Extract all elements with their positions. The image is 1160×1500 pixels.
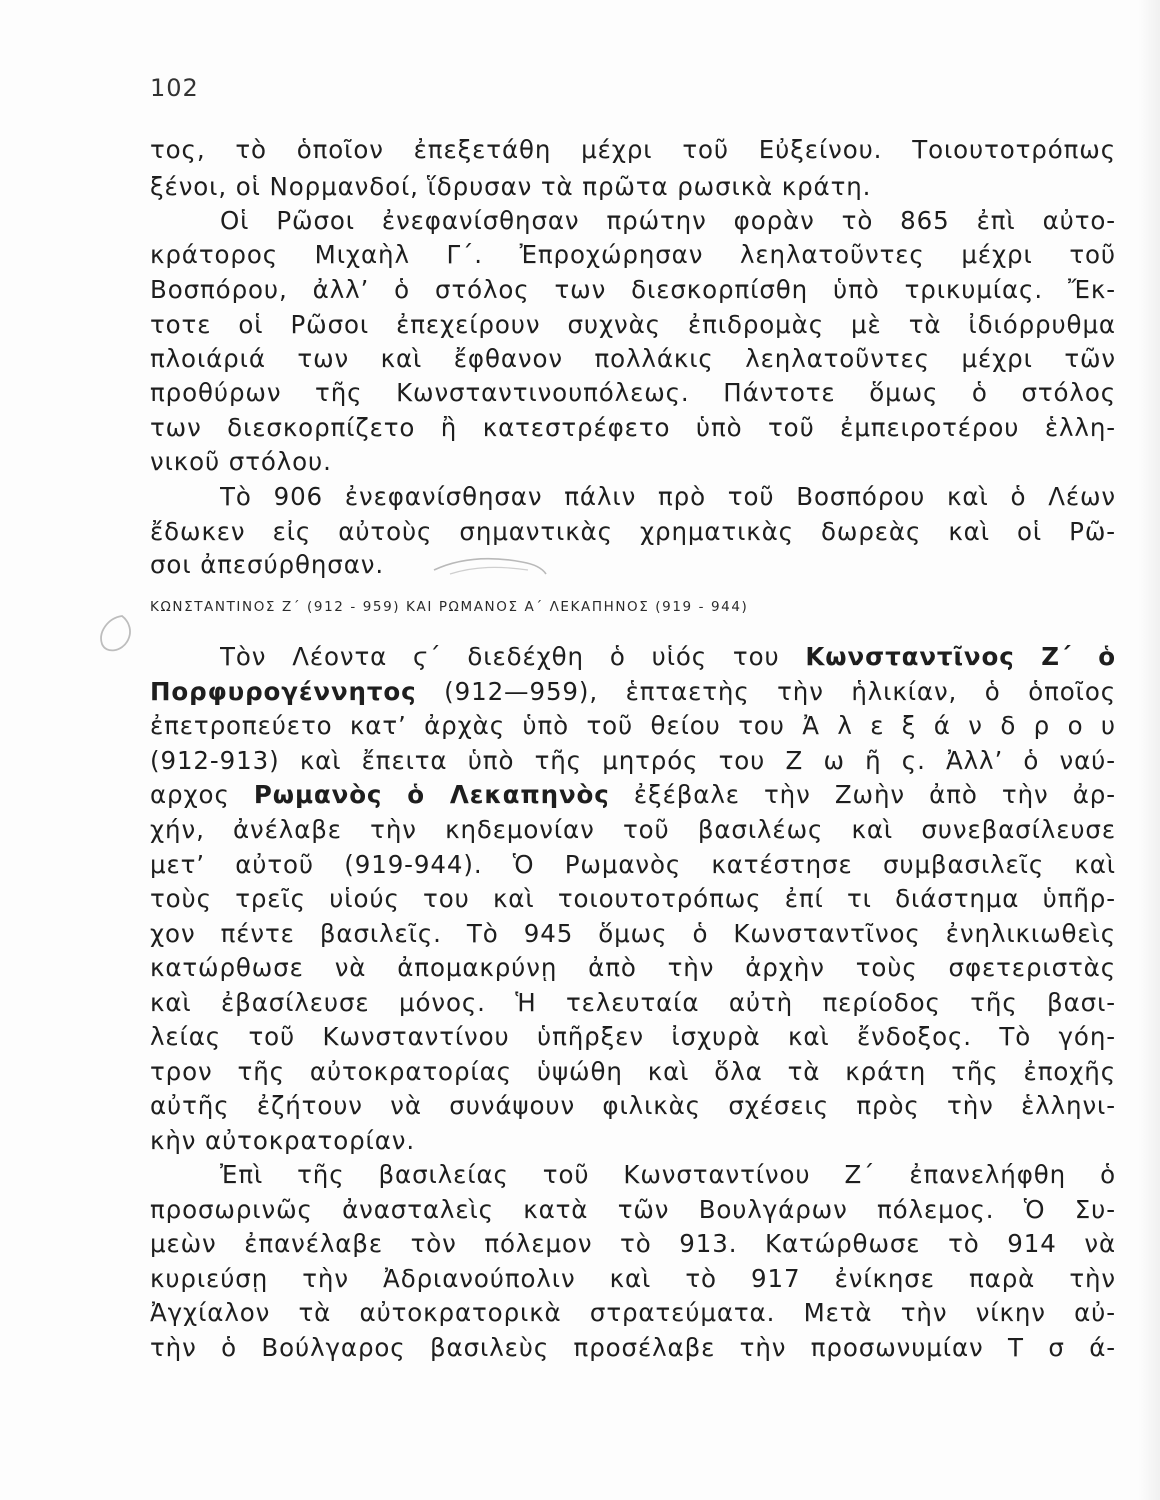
page-number: 102: [150, 74, 199, 102]
text-line: [150, 783, 1116, 808]
text-line: των διεσκορπίζετο ἢ κατεστρέφετο ὑπὸ τοῦ ἐμπειροτέρου ἑλλη-: [150, 416, 1116, 441]
text-segment: (912—959), ἑπταετὴς τὴν ἡλικίαν, ὁ ὁποῖος: [416, 680, 1116, 705]
text-line: προσωρινῶς ἀνασταλεὶς κατὰ τῶν Βουλγάρων πόλεμος. Ὁ Συ-: [150, 1198, 1116, 1223]
text-line: μεὼν ἐπανέλαβε τὸν πόλεμον τὸ 913. Κατώρθωσε τὸ 914 νὰ: [150, 1232, 1116, 1257]
text-line: κατώρθωσε νὰ ἀπομακρύνῃ ἀπὸ τὴν ἀρχὴν τοὺς σφετεριστὰς: [150, 956, 1116, 981]
text-line: τρον τῆς αὐτοκρατορίας ὑψώθη καὶ ὅλα τὰ κράτη τῆς ἐποχῆς: [150, 1060, 1116, 1085]
text-line: τος, τὸ ὁποῖον ἐπεξετάθη μέχρι τοῦ Εὐξείνου. Τοιουτοτρόπως: [150, 138, 1116, 163]
text-line: τοὺς τρεῖς υἱούς του καὶ τοιουτοτρόπως ἐπί τι διάστημα ὑπῆρ-: [150, 887, 1116, 912]
text-line: Οἱ Ρῶσοι ἐνεφανίσθησαν πρώτην φορὰν τὸ 865 ἐπὶ αὐτο-: [220, 209, 1116, 234]
text-line: μετ’ αὐτοῦ (919-944). Ὁ Ρωμανὸς κατέστησε συμβασιλεῖς καὶ: [150, 853, 1116, 878]
text-line: λείας τοῦ Κωνσταντίνου ὑπῆρξεν ἰσχυρὰ καὶ ἔνδοξος. Τὸ γόη-: [150, 1025, 1116, 1050]
text-line: κράτορος Μιχαὴλ Γ΄. Ἐπροχώρησαν λεηλατοῦντες μέχρι τοῦ: [150, 243, 1116, 268]
text-line: ἐπετροπεύετο κατ’ ἀρχὰς ὑπὸ τοῦ θείου του Ἀ λ ε ξ ά ν δ ρ ο υ: [150, 714, 1116, 739]
page-edge-shadow: [1138, 0, 1160, 1500]
bold-name-konstantinos: Κωνσταντῖνος Ζ΄ ὁ: [805, 645, 1116, 670]
text-line: αὐτῆς ἐζήτουν νὰ συνάψουν φιλικὰς σχέσεις πρὸς τὴν ἑλληνι-: [150, 1094, 1116, 1119]
text-line: ξένοι, οἱ Νορμανδοί, ἵδρυσαν τὰ πρῶτα ρωσικὰ κράτη.: [150, 175, 872, 200]
text-line: [150, 680, 1116, 705]
text-line: (912-913) καὶ ἔπειτα ὑπὸ τῆς μητρός του Ζ ω ῆ ς. Ἀλλ’ ὁ ναύ-: [150, 749, 1116, 774]
text-line: Ἀγχίαλον τὰ αὐτοκρατορικὰ στρατεύματα. Μετὰ τὴν νίκην αὐ-: [150, 1301, 1116, 1326]
text-line: πλοιάριά των καὶ ἔφθανον πολλάκις λεηλατοῦντες μέχρι τῶν: [150, 347, 1116, 372]
text-line: προθύρων τῆς Κωνσταντινουπόλεως. Πάντοτε ὅμως ὁ στόλος: [150, 381, 1116, 406]
text-line: νικοῦ στόλου.: [150, 450, 332, 475]
text-line: [220, 645, 1116, 670]
text-line: καὶ ἐβασίλευσε μόνος. Ἡ τελευταία αὐτὴ περίοδος τῆς βασι-: [150, 991, 1116, 1016]
text-line: Βοσπόρου, ἀλλ’ ὁ στόλος των διεσκορπίσθη ὑπὸ τρικυμίας. Ἔκ-: [150, 278, 1116, 303]
text-line: κὴν αὐτοκρατορίαν.: [150, 1129, 416, 1154]
text-line: Ἐπὶ τῆς βασιλείας τοῦ Κωνσταντίνου Ζ΄ ἐπανελήφθη ὁ: [220, 1163, 1116, 1188]
text-line: σοι ἀπεσύρθησαν.: [150, 553, 385, 578]
pencil-mark-margin: [92, 610, 136, 656]
text-line: χον πέντε βασιλεῖς. Τὸ 945 ὅμως ὁ Κωνσταντῖνος ἐνηλικιωθεὶς: [150, 922, 1116, 947]
text-segment: Τὸν Λέοντα ϛ΄ διεδέχθη ὁ υἱός του: [220, 645, 806, 670]
text-line: τὴν ὁ Βούλγαρος βασιλεὺς προσέλαβε τὴν προσωνυμίαν Τ σ ά-: [150, 1336, 1116, 1361]
bold-name-romanos: Ρωμανὸς ὁ Λεκαπηνὸς: [253, 783, 610, 808]
text-segment: αρχος: [150, 783, 254, 808]
text-line: Τὸ 906 ἐνεφανίσθησαν πάλιν πρὸ τοῦ Βοσπόρου καὶ ὁ Λέων: [220, 485, 1116, 510]
text-line: ἔδωκεν εἰς αὐτοὺς σημαντικὰς χρηματικὰς δωρεὰς καὶ οἱ Ρῶ-: [150, 520, 1116, 545]
text-segment: ἐξέβαλε τὴν Ζωὴν ἀπὸ τὴν ἀρ-: [609, 783, 1116, 808]
pen-mark-scribble: [430, 548, 550, 582]
text-line: χήν, ἀνέλαβε τὴν κηδεμονίαν τοῦ βασιλέως καὶ συνεβασίλευσε: [150, 818, 1116, 843]
section-heading: ΚΩΝΣΤΑΝΤΙΝΟΣ Ζ΄ (912 - 959) ΚΑΙ ΡΩΜΑΝΟΣ Α΄ ΛΕΚΑΠΗΝΟΣ (919 - 944): [150, 599, 749, 615]
bold-name-porphyrogennetos: Πορφυρογέννητος: [150, 680, 417, 705]
text-line: κυριεύσῃ τὴν Ἀδριανούπολιν καὶ τὸ 917 ἐνίκησε παρὰ τὴν: [150, 1267, 1116, 1292]
text-line: τοτε οἱ Ρῶσοι ἐπεχείρουν συχνὰς ἐπιδρομὰς μὲ τὰ ἰδιόρρυθμα: [150, 313, 1116, 338]
